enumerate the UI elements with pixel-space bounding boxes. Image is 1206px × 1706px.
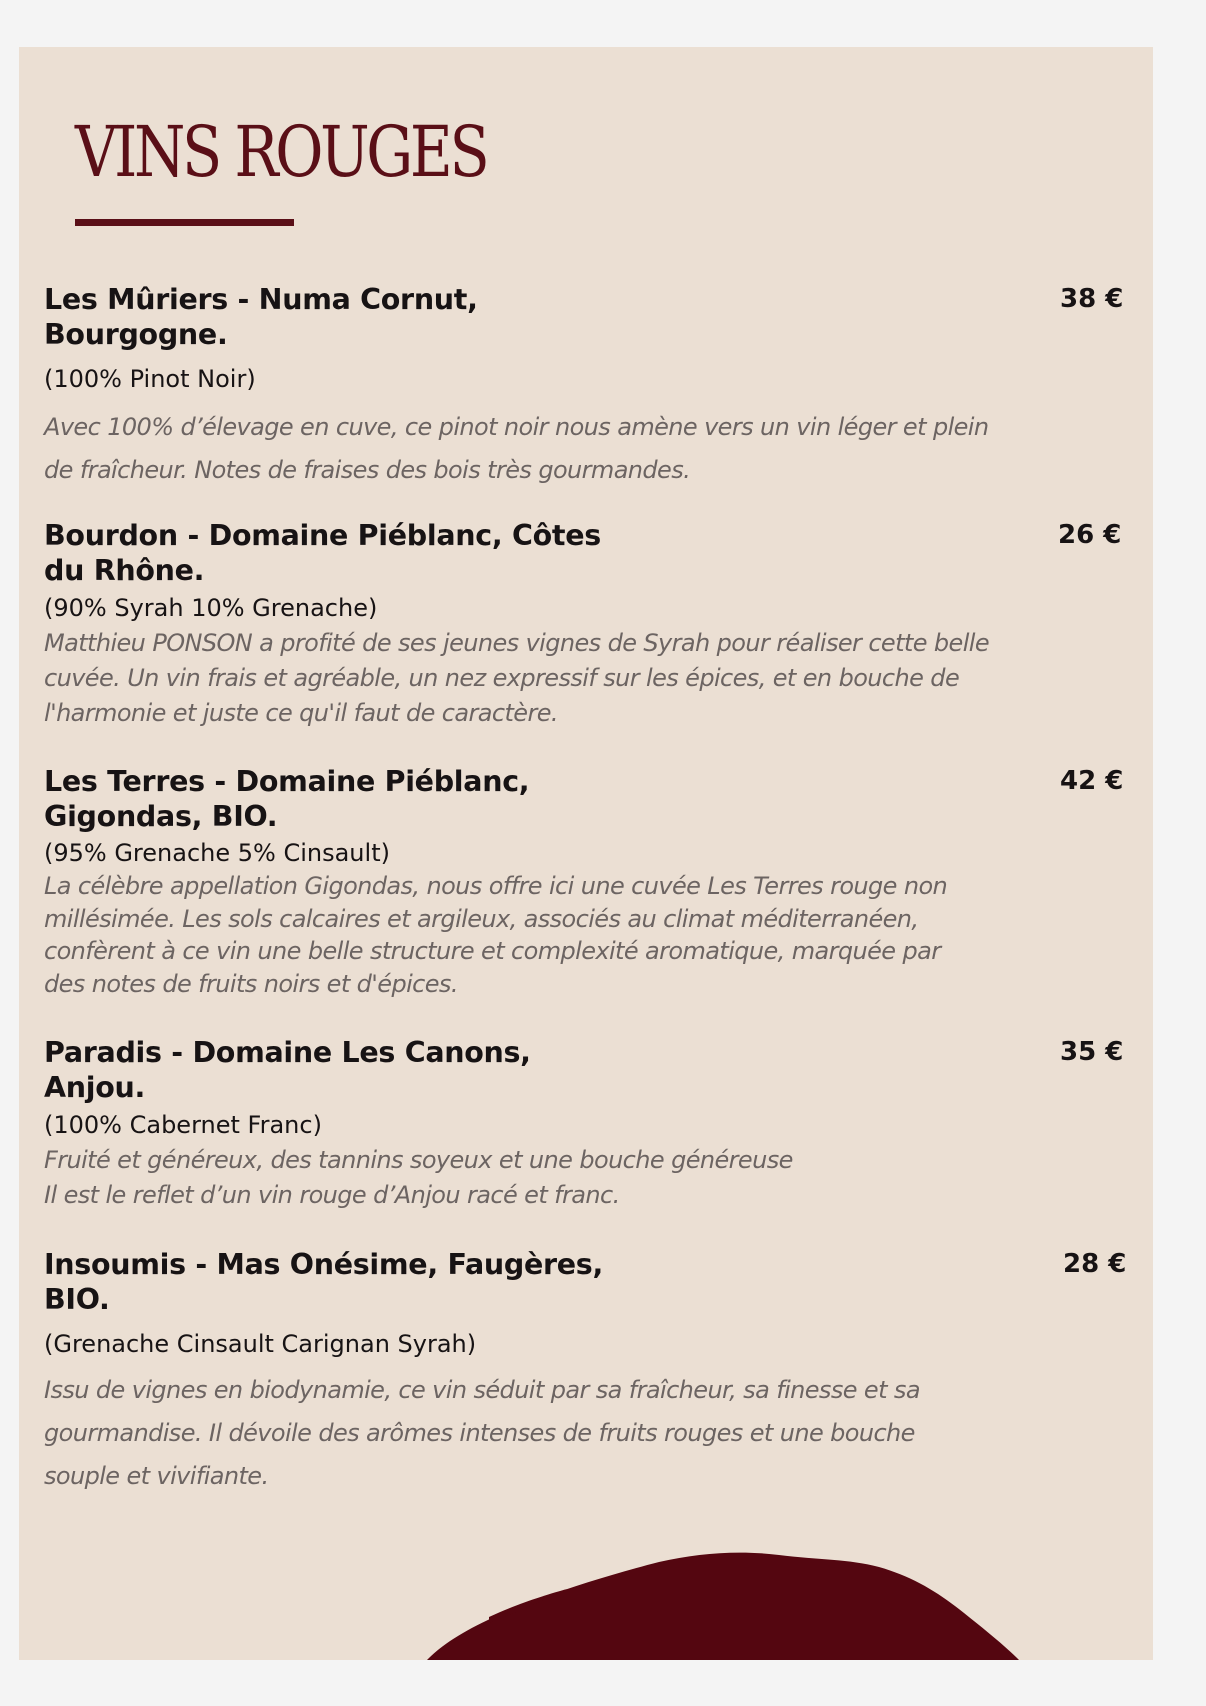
wine-description-line: millésimée. Les sols calcaires et argileux, associés au climat méditerranéen,	[44, 904, 919, 933]
wine-grapes: (90% Syrah 10% Grenache)	[44, 594, 378, 622]
wine-description-line: gourmandise. Il dévoile des arômes intenses de fruits rouges et une bouche	[44, 1419, 915, 1447]
wine-description-line: Issu de vignes en biodynamie, ce vin séduit par sa fraîcheur, sa finesse et sa	[44, 1376, 920, 1404]
page-title: VINS ROUGES	[75, 111, 487, 193]
wine-description-line: cuvée. Un vin frais et agréable, un nez expressif sur les épices, et en bouche de	[44, 664, 960, 692]
wine-description-line: La célèbre appellation Gigondas, nous offre ici une cuvée Les Terres rouge non	[44, 872, 948, 900]
wine-description-line: des notes de fruits noirs et d'épices.	[44, 969, 458, 998]
brush-stroke-decoration	[19, 47, 1153, 1660]
menu-page	[19, 47, 1153, 1660]
wine-description-line: Il est le reflet d’un vin rouge d’Anjou racé et franc.	[44, 1181, 620, 1209]
wine-name: Les Mûriers - Numa Cornut, Bourgogne.	[44, 283, 478, 351]
wine-description-line: Avec 100% d’élevage en cuve, ce pinot noir nous amène vers un vin léger et plein	[44, 413, 989, 441]
wine-name: Les Terres - Domaine Piéblanc, Gigondas, BIO.	[44, 765, 530, 833]
wine-price: 28 €	[1063, 1249, 1127, 1279]
wine-grapes: (95% Grenache 5% Cinsault)	[44, 839, 390, 867]
wine-price: 26 €	[1058, 520, 1122, 550]
wine-description-line: de fraîcheur. Notes de fraises des bois très gourmandes.	[44, 456, 691, 484]
wine-name: Paradis - Domaine Les Canons, Anjou.	[44, 1036, 531, 1104]
wine-description-line: l'harmonie et juste ce qu'il faut de caractère.	[44, 699, 558, 727]
wine-name: Bourdon - Domaine Piéblanc, Côtes du Rhône.	[44, 519, 601, 587]
wine-price: 35 €	[1060, 1037, 1124, 1067]
wine-price: 38 €	[1060, 284, 1124, 314]
wine-grapes: (100% Cabernet Franc)	[44, 1111, 322, 1139]
wine-description-line: souple et vivifiante.	[44, 1462, 269, 1490]
wine-price: 42 €	[1060, 766, 1124, 796]
wine-description-line: confèrent à ce vin une belle structure et complexité aromatique, marquée par	[44, 937, 941, 965]
wine-grapes: (100% Pinot Noir)	[44, 365, 256, 393]
wine-grapes: (Grenache Cinsault Carignan Syrah)	[44, 1330, 477, 1358]
wine-name: Insoumis - Mas Onésime, Faugères, BIO.	[44, 1248, 603, 1316]
wine-description-line: Fruité et généreux, des tannins soyeux et une bouche généreuse	[44, 1146, 793, 1174]
wine-description-line: Matthieu PONSON a profité de ses jeunes vignes de Syrah pour réaliser cette belle	[44, 629, 990, 657]
